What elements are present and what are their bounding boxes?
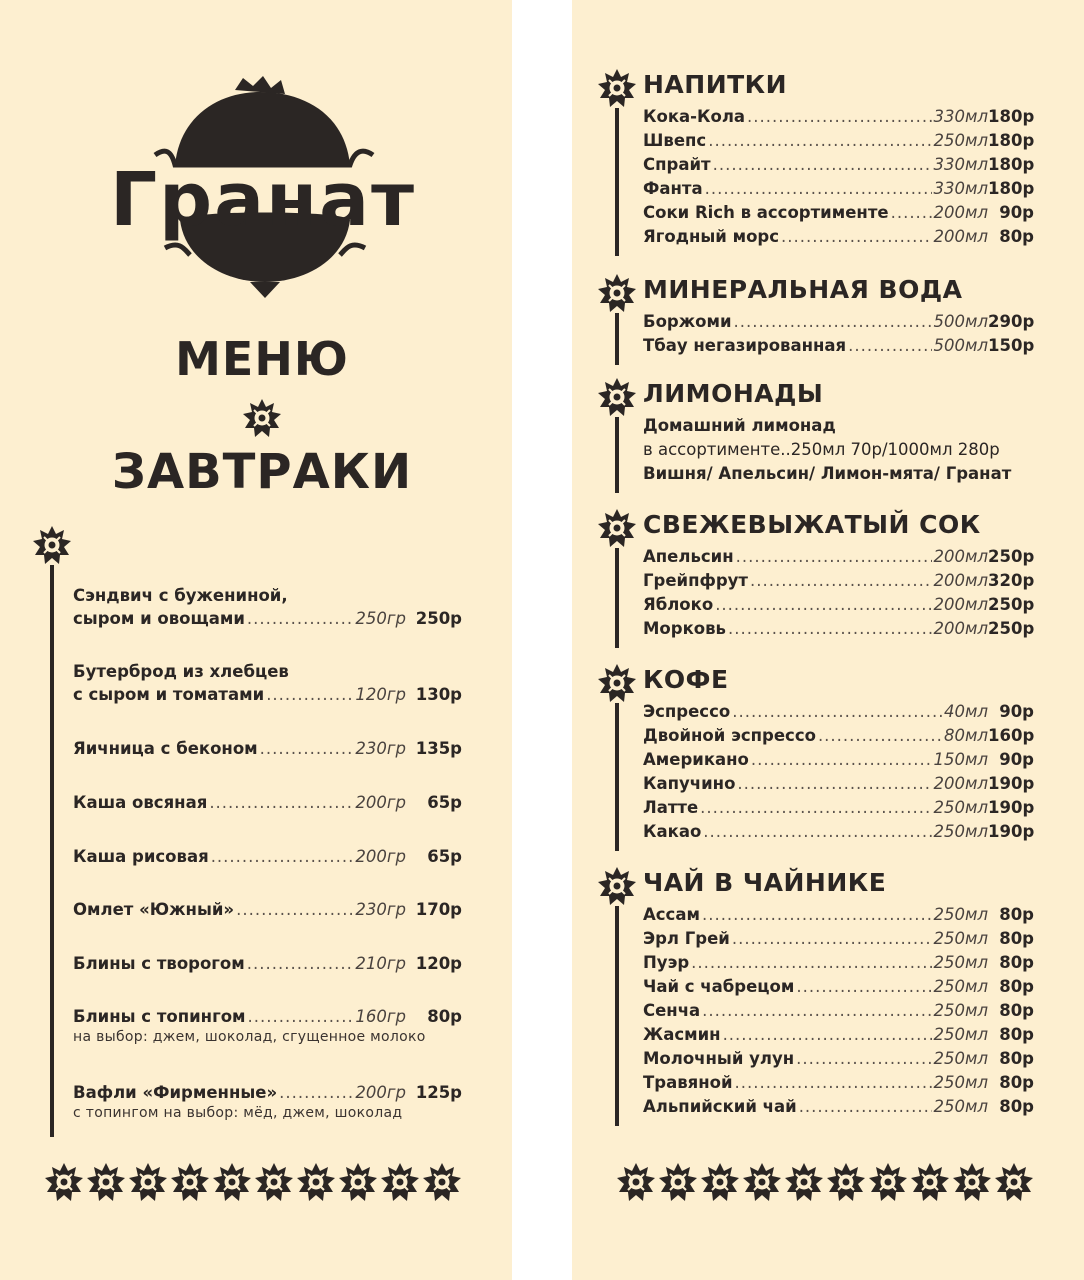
item-row [643, 617, 1034, 641]
item-price: 90р [999, 203, 1034, 222]
section-line [615, 313, 619, 365]
bottom-ornament [616, 1162, 1034, 1202]
item-volume: 250мл [933, 1049, 988, 1068]
menu-item [73, 1081, 462, 1122]
item-volume: 250мл [933, 977, 988, 996]
item-row [73, 1005, 462, 1028]
flower-ornament-icon [422, 1162, 462, 1202]
item-name: Апельсин [643, 547, 734, 566]
item-price: 80р [999, 1049, 1034, 1068]
leader-dots [705, 177, 932, 201]
section-title: СВЕЖЕВЫЖАТЫЙ СОК [643, 510, 981, 539]
item-price: 180р [988, 155, 1035, 174]
item-volume: 200мл [933, 227, 988, 246]
leader-dots [703, 820, 931, 844]
item-price: 135р [415, 739, 462, 758]
item-name: Каша овсяная [73, 793, 208, 812]
item-row [643, 334, 1034, 358]
item-row [643, 700, 1034, 724]
section-line [615, 703, 619, 851]
section-title: НАПИТКИ [643, 70, 788, 99]
item-row [643, 951, 1034, 975]
item-volume: 230гр [355, 739, 406, 758]
item-volume: 160гр [355, 1007, 406, 1026]
item-volume: 330мл [933, 155, 988, 174]
lemonade-line: в ассортименте..250мл 70р/1000мл 280р [643, 440, 1000, 459]
item-name: Травяной [643, 1073, 733, 1092]
leader-dots [247, 952, 354, 975]
leader-dots [796, 1047, 931, 1071]
section-line [615, 108, 619, 256]
item-volume: 200гр [355, 793, 406, 812]
item-volume: 250мл [933, 1001, 988, 1020]
item-name: Каша рисовая [73, 847, 209, 866]
flower-ornament-icon [597, 508, 637, 548]
menu-item [73, 898, 462, 921]
item-volume: 250мл [933, 905, 988, 924]
section-items [643, 105, 1034, 249]
item-price: 180р [988, 107, 1035, 126]
leader-dots [691, 951, 931, 975]
leader-dots [732, 700, 942, 724]
menu-item [73, 584, 462, 630]
item-volume: 250гр [355, 609, 406, 628]
item-price: 120р [415, 954, 462, 973]
granat-logo [105, 70, 420, 310]
item-row [643, 1095, 1034, 1119]
item-note: с топингом на выбор: мёд, джем, шоколад [73, 1105, 403, 1121]
item-volume: 200мл [933, 571, 988, 590]
leader-dots [236, 898, 353, 921]
item-volume: 230гр [355, 900, 406, 919]
leader-dots [702, 999, 931, 1023]
section-line [615, 417, 619, 493]
section-items [643, 310, 1034, 358]
item-price: 80р [999, 1025, 1034, 1044]
flower-ornament-icon [597, 273, 637, 313]
item-name: Яблоко [643, 595, 714, 614]
flower-ornament-icon [597, 377, 637, 417]
item-row [643, 569, 1034, 593]
item-price: 80р [999, 929, 1034, 948]
item-price: 130р [415, 685, 462, 704]
item-name: Тбау негазированная [643, 336, 847, 355]
item-row [73, 791, 462, 814]
item-row [643, 927, 1034, 951]
item-name: Ассам [643, 905, 700, 924]
flower-ornament-icon [128, 1162, 168, 1202]
item-price: 160р [988, 726, 1035, 745]
leader-dots [260, 737, 354, 760]
leader-dots [799, 1095, 932, 1119]
item-price: 80р [999, 1001, 1034, 1020]
item-row [643, 201, 1034, 225]
flower-ornament-icon [32, 525, 72, 565]
item-row [73, 845, 462, 868]
leader-dots [700, 796, 931, 820]
flower-ornament-icon [868, 1162, 908, 1202]
item-name: Морковь [643, 619, 726, 638]
leader-dots [750, 569, 932, 593]
item-name: Эспрессо [643, 702, 731, 721]
item-volume: 250мл [933, 929, 988, 948]
item-row [643, 796, 1034, 820]
leader-dots [279, 1081, 353, 1104]
item-price: 80р [999, 1073, 1034, 1092]
item-row [643, 1023, 1034, 1047]
item-volume: 250мл [933, 1073, 988, 1092]
item-row [73, 683, 462, 706]
flower-ornament-icon [910, 1162, 950, 1202]
item-row [643, 748, 1034, 772]
leader-dots [737, 772, 931, 796]
item-name: Фанта [643, 179, 703, 198]
leader-dots [747, 105, 931, 129]
item-volume: 150мл [933, 750, 988, 769]
leader-dots [248, 1005, 354, 1028]
item-name: Кока-Кола [643, 107, 746, 126]
item-price: 80р [427, 1007, 462, 1026]
leader-dots [702, 903, 932, 927]
section-line [615, 906, 619, 1126]
item-price: 65р [427, 847, 462, 866]
item-volume: 200гр [355, 847, 406, 866]
item-row [643, 310, 1034, 334]
menu-item [73, 845, 462, 868]
item-row [643, 1071, 1034, 1095]
item-name: Двойной эспрессо [643, 726, 816, 745]
item-row [73, 1081, 462, 1104]
item-price: 180р [988, 131, 1035, 150]
item-price: 290р [988, 312, 1035, 331]
flower-ornament-icon [296, 1162, 336, 1202]
item-name: Сенча [643, 1001, 701, 1020]
leader-dots [848, 334, 931, 358]
flower-ornament-icon [44, 1162, 84, 1202]
menu-item [73, 660, 462, 706]
item-row [643, 820, 1034, 844]
item-name: Эрл Грей [643, 929, 730, 948]
item-price: 80р [999, 227, 1034, 246]
item-price: 190р [988, 822, 1035, 841]
leader-dots [891, 201, 932, 225]
item-volume: 250мл [933, 1097, 988, 1116]
flower-ornament-icon [254, 1162, 294, 1202]
leader-dots [796, 975, 931, 999]
leader-dots [736, 545, 932, 569]
item-price: 170р [415, 900, 462, 919]
leader-dots [732, 927, 932, 951]
menu-title: МЕНЮ [175, 332, 349, 386]
item-name: Альпийский чай [643, 1097, 797, 1116]
item-volume: 250мл [933, 953, 988, 972]
flower-ornament-icon [597, 866, 637, 906]
menu-item [73, 952, 462, 975]
section-items [643, 545, 1034, 641]
item-volume: 500мл [933, 336, 988, 355]
flower-ornament-icon [784, 1162, 824, 1202]
item-name: Жасмин [643, 1025, 721, 1044]
item-name: Блины с топингом [73, 1007, 246, 1026]
item-volume: 200мл [933, 203, 988, 222]
item-name: Яичница с беконом [73, 739, 258, 758]
item-price: 150р [988, 336, 1035, 355]
item-price: 190р [988, 798, 1035, 817]
flower-ornament-icon [700, 1162, 740, 1202]
item-volume: 200мл [933, 547, 988, 566]
item-price: 80р [999, 977, 1034, 996]
lemonade-line: Домашний лимонад [643, 416, 836, 435]
item-row [643, 153, 1034, 177]
item-name: Ягодный морс [643, 227, 780, 246]
breakfast-title: ЗАВТРАКИ [111, 444, 413, 500]
flower-ornament-icon [338, 1162, 378, 1202]
item-price: 90р [999, 702, 1034, 721]
leader-dots [781, 225, 931, 249]
section-title: ЛИМОНАДЫ [643, 379, 824, 408]
item-row [643, 129, 1034, 153]
item-note: на выбор: джем, шоколад, сгущенное молоко [73, 1029, 426, 1045]
flower-ornament-icon [994, 1162, 1034, 1202]
bottom-ornament [44, 1162, 462, 1202]
item-volume: 200мл [933, 774, 988, 793]
item-volume: 330мл [933, 107, 988, 126]
flower-ornament-icon [242, 398, 282, 438]
item-price: 65р [427, 793, 462, 812]
leader-dots [211, 845, 354, 868]
item-name: Омлет «Южный» [73, 900, 235, 919]
item-volume: 250мл [933, 798, 988, 817]
leader-dots [266, 683, 353, 706]
item-volume: 210гр [355, 954, 406, 973]
flower-ornament-icon [380, 1162, 420, 1202]
item-row [643, 903, 1034, 927]
leader-dots [735, 1071, 932, 1095]
item-row [643, 999, 1034, 1023]
item-price: 250р [415, 609, 462, 628]
flower-ornament-icon [597, 68, 637, 108]
item-price: 90р [999, 750, 1034, 769]
section-items [643, 414, 1034, 486]
flower-ornament-icon [170, 1162, 210, 1202]
item-volume: 80мл [944, 726, 988, 745]
section-items [643, 700, 1034, 844]
item-name: Грейпфрут [643, 571, 748, 590]
leader-dots [723, 1023, 932, 1047]
menu-item [73, 791, 462, 814]
item-row [73, 607, 462, 630]
leader-dots [209, 791, 353, 814]
section-title: МИНЕРАЛЬНАЯ ВОДА [643, 275, 963, 304]
section-title: ЧАЙ В ЧАЙНИКЕ [643, 868, 887, 897]
flower-ornament-icon [952, 1162, 992, 1202]
flower-ornament-icon [597, 663, 637, 703]
item-row [643, 177, 1034, 201]
flower-ornament-icon [658, 1162, 698, 1202]
item-price: 250р [988, 547, 1035, 566]
item-name: Латте [643, 798, 699, 817]
item-price: 250р [988, 595, 1035, 614]
item-volume: 200мл [933, 619, 988, 638]
item-price: 320р [988, 571, 1035, 590]
item-price: 250р [988, 619, 1035, 638]
flower-ornament-icon [616, 1162, 656, 1202]
lemonade-line: Вишня/ Апельсин/ Лимон-мята/ Гранат [643, 464, 1012, 483]
item-name: Какао [643, 822, 702, 841]
item-name: Боржоми [643, 312, 732, 331]
section-line [50, 565, 54, 1137]
section-title: КОФЕ [643, 665, 729, 694]
item-name: Бутерброд из хлебцев [73, 662, 289, 681]
item-row [643, 593, 1034, 617]
item-volume: 250мл [933, 1025, 988, 1044]
flower-ornament-icon [212, 1162, 252, 1202]
breakfast-panel [0, 0, 512, 1280]
item-name: Пуэр [643, 953, 690, 972]
logo-text: Гранат [109, 157, 417, 243]
item-price: 80р [999, 1097, 1034, 1116]
item-price: 190р [988, 774, 1035, 793]
menu-item [73, 737, 462, 760]
item-name: Американо [643, 750, 749, 769]
item-volume: 200мл [933, 595, 988, 614]
leader-dots [728, 617, 932, 641]
item-price: 80р [999, 953, 1034, 972]
leader-dots [751, 748, 932, 772]
item-row [643, 545, 1034, 569]
item-row [643, 975, 1034, 999]
menu-item [73, 1005, 462, 1046]
item-name: Чай с чабрецом [643, 977, 795, 996]
section-items [643, 903, 1034, 1119]
flower-ornament-icon [86, 1162, 126, 1202]
item-row [643, 1047, 1034, 1071]
item-name: Соки Rich в ассортименте [643, 203, 889, 222]
leader-dots [818, 724, 942, 748]
item-price: 180р [988, 179, 1035, 198]
section-line [615, 548, 619, 648]
item-volume: 120гр [355, 685, 406, 704]
item-row [73, 952, 462, 975]
item-price: 125р [415, 1083, 462, 1102]
item-row [643, 225, 1034, 249]
leader-dots [708, 129, 931, 153]
item-row [73, 737, 462, 760]
item-name: Молочный улун [643, 1049, 795, 1068]
item-volume: 330мл [933, 179, 988, 198]
item-volume: 200гр [355, 1083, 406, 1102]
item-name: Блины с творогом [73, 954, 245, 973]
item-volume: 250мл [933, 131, 988, 150]
item-volume: 40мл [944, 702, 988, 721]
item-name: с сыром и томатами [73, 685, 265, 704]
item-volume: 250мл [933, 822, 988, 841]
item-name: сыром и овощами [73, 609, 245, 628]
item-row [643, 105, 1034, 129]
leader-dots [713, 153, 932, 177]
item-name: Сэндвич с бужениной, [73, 586, 288, 605]
item-row [643, 772, 1034, 796]
item-row [643, 724, 1034, 748]
leader-dots [247, 607, 353, 630]
item-volume: 500мл [933, 312, 988, 331]
leader-dots [715, 593, 931, 617]
item-name: Швепс [643, 131, 707, 150]
item-name: Капучино [643, 774, 736, 793]
item-price: 80р [999, 905, 1034, 924]
item-name: Спрайт [643, 155, 711, 174]
flower-ornament-icon [826, 1162, 866, 1202]
item-row [73, 898, 462, 921]
item-name: Вафли «Фирменные» [73, 1083, 278, 1102]
drinks-panel [572, 0, 1084, 1280]
leader-dots [734, 310, 932, 334]
flower-ornament-icon [742, 1162, 782, 1202]
